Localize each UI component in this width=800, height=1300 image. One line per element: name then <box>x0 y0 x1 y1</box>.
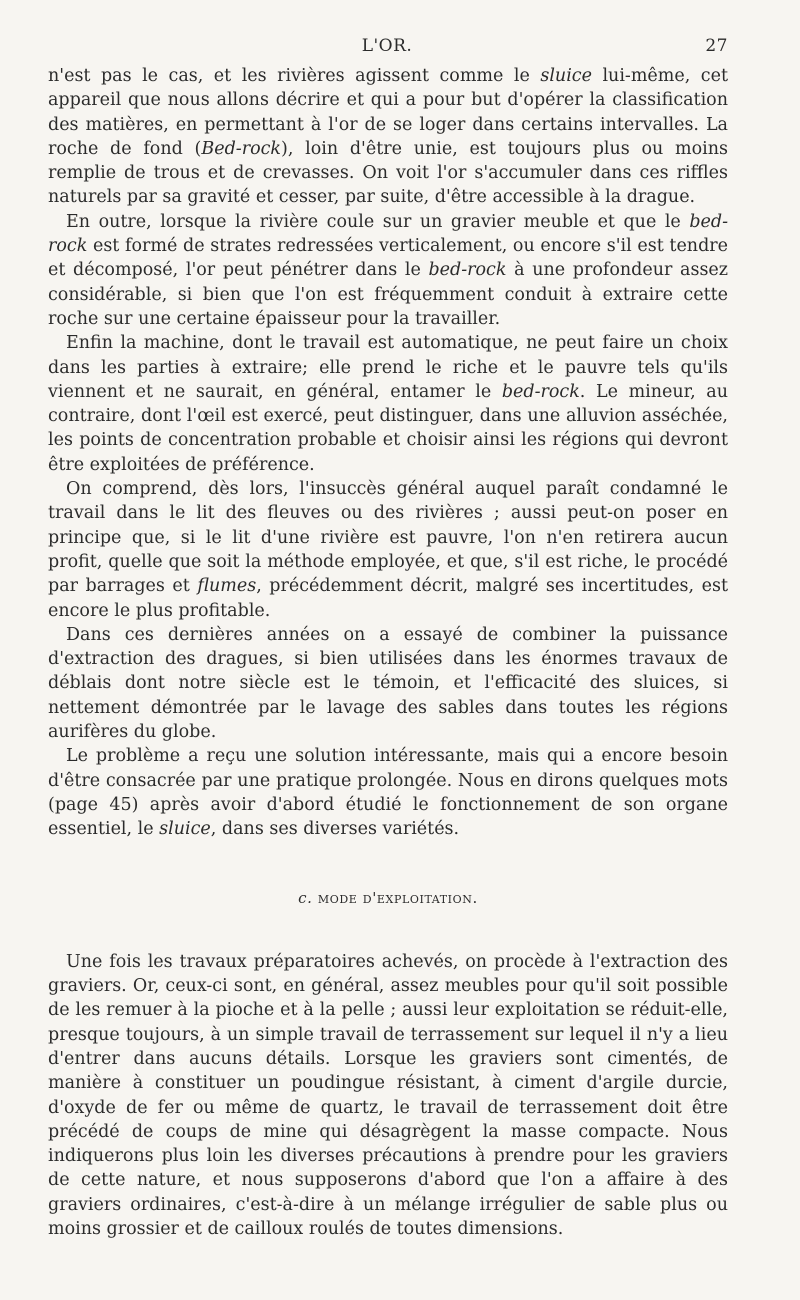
paragraph-2: En outre, lorsque la rivière coule sur un gravier meuble et que le bed-rock est formé de strates redressées verticalement, ou encore s'il est tendre et décomposé, l'or peut pénétrer dans le bed-rock à une profondeur assez considérable, si bien que l'on est fréquemment conduit à extraire cette roche sur une certaine épaisseur pour la travailler. <box>48 211 729 329</box>
paragraph-3: Enfin la machine, dont le travail est automatique, ne peut faire un choix dans les parties à extraire; elle prend le riche et le pauvre tels qu'ils viennent et ne saurait, en général, entamer le bed-rock. Le mineur, au contraire, dont l'œil est exercé, peut distinguer, dans une alluvion asséchée, les points de concentration probable et choisir ainsi les régions qui devront être exploitées de préférence. <box>48 333 728 475</box>
page-number: 27 <box>705 36 728 56</box>
running-header <box>46 36 728 60</box>
paragraph-1: n'est pas le cas, et les rivières agissent comme le sluice lui-même, cet appareil que nous allons décrire et qui a pour but d'opérer la classification des matières, en permettant à l'or de se loger dans certains intervalles. La roche de fond (Bed-rock), loin d'être unie, est toujours plus ou moins remplie de trous et de crevasses. On voit l'or s'accumuler dans ces riffles naturels par sa gravité et cesser, par suite, d'être accessible à la drague. <box>48 66 728 208</box>
paragraph-6: Le problème a reçu une solution intéressante, mais qui a encore besoin d'être consacrée par une pratique prolongée. Nous en dirons quelques mots (page 45) après avoir d'abord étudié le fonctionnement de son organe essentiel, le sluice, dans ses diverses variétés. <box>48 746 728 840</box>
paragraph-4: On comprend, dès lors, l'insuccès général auquel paraît condamné le travail dans le lit des fleuves ou des rivières ; aussi peut-on poser en principe que, si le lit d'une rivière est pauvre, l'on n'en retirera aucun profit, quelle que soit la méthode employée, et que, s'il est riche, le procédé par barrages et flumes, précédemment décrit, malgré ses incertitudes, est encore le plus profitable. <box>48 479 729 621</box>
section-letter: c. <box>298 888 313 907</box>
section-title: mode d'exploitation. <box>317 888 478 907</box>
paragraph-7: Une fois les travaux préparatoires achevés, on procède à l'extraction des graviers. Or, ceux-ci sont, en général, assez meubles pour qu'il soit possible de les remuer à la pioche et à la pelle ; aussi leur exploitation se réduit-elle, presque toujours, à un simple travail de terrassement sur lequel il n'y a lieu d'entrer dans aucuns détails. Lorsque les graviers sont cimentés, de manière à constituer un poudingue résistant, à ciment d'argile durcie, d'oxyde de fer ou même de quartz, le travail de terrassement doit être précédé de coups de mine qui désagrègent la masse compacte. Nous indiquerons plus loin les diverses précautions à prendre pour les graviers de cette nature, et nous supposerons d'abord que l'on a affaire à des graviers ordinaires, c'est-à-dire à un mélange irrégulier de sable plus ou moins grossier et de cailloux roulés de toutes dimensions. <box>48 951 728 1240</box>
page-body <box>48 64 728 1241</box>
paragraph-5: Dans ces dernières années on a essayé de combiner la puissance d'extraction des dragues, si bien utilisées dans les énormes travaux de déblais dont notre siècle est le témoin, et l'efficacité des sluices, si nettement démontrée par le lavage des sables dans toutes les régions aurifères du globe. <box>48 624 728 743</box>
section-heading <box>48 886 728 910</box>
running-title: L'OR. <box>361 36 413 56</box>
